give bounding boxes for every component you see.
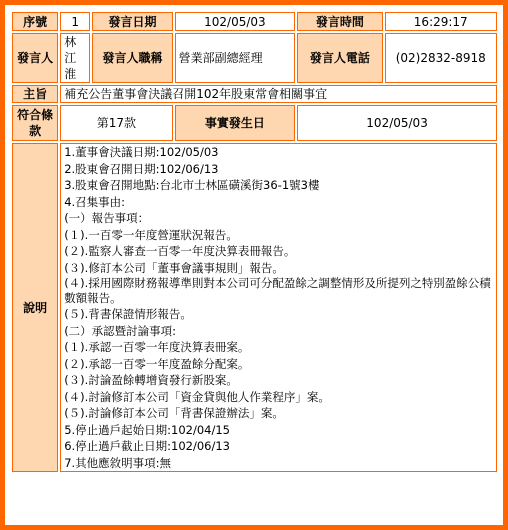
announcement-table <box>10 10 499 474</box>
description-line: 3.股東會召開地點:台北市士林區磺溪街36-1號3樓 <box>64 178 320 192</box>
subject-label: 主旨 <box>12 85 58 103</box>
speaker-phone-value: (02)2832-8918 <box>385 33 498 83</box>
time-label: 發言時間 <box>297 12 382 31</box>
description-line: (２).監察人審查一百零一年度決算表冊報告。 <box>64 244 296 258</box>
row-speaker <box>12 33 497 83</box>
speaker-label: 發言人 <box>12 33 58 83</box>
description-line: (３).修訂本公司「董事會議事規則」報告。 <box>64 260 284 275</box>
description-line: (２).承認一百零一年度盈餘分配案。 <box>64 356 250 371</box>
row-subject <box>12 85 497 103</box>
serial-label: 序號 <box>12 12 58 31</box>
description-line: (４).採用國際財務報導準則對本公司可分配盈餘之調整情形及所提列之特別盈餘公積數額報告。 <box>64 276 491 305</box>
row-date-time <box>12 12 497 31</box>
description-line: 1.董事會決議日期:102/05/03 <box>64 145 219 159</box>
time-value: 16:29:17 <box>385 12 498 31</box>
speaker-title-value: 營業部副總經理 <box>175 33 296 83</box>
row-description <box>12 143 497 472</box>
description-line: (４).討論修訂本公司「資金貸與他人作業程序」案。 <box>64 389 330 404</box>
speaker-phone-label: 發言人電話 <box>297 33 382 83</box>
subject-value: 補充公告董事會決議召開102年股東常會相關事宜 <box>60 85 497 103</box>
description-body <box>60 143 497 472</box>
description-line: (５).背書保證情形報告。 <box>64 307 192 321</box>
serial-value: 1 <box>60 12 90 31</box>
article-label: 符合條款 <box>12 105 58 141</box>
event-date-label: 事實發生日 <box>175 105 296 141</box>
description-line: 7.其他應敘明事項:無 <box>64 455 172 470</box>
description-line: 6.停止過戶截止日期:102/06/13 <box>64 439 230 453</box>
description-line: 2.股東會召開日期:102/06/13 <box>64 161 219 176</box>
description-line: (二）承認暨討論事項: <box>64 323 177 338</box>
description-line: 5.停止過戶起始日期:102/04/15 <box>64 422 230 437</box>
description-line: (１).一百零一年度營運狀況報告。 <box>64 227 238 242</box>
description-line: (一）報告事項： <box>64 211 150 225</box>
article-value: 第17款 <box>60 105 172 141</box>
speaker-title-label: 發言人職稱 <box>92 33 172 83</box>
description-line: (１).承認一百零一年度決算表冊案。 <box>64 340 250 354</box>
row-article <box>12 105 497 141</box>
date-value: 102/05/03 <box>175 12 296 31</box>
date-label: 發言日期 <box>92 12 172 31</box>
description-line: (３).討論盈餘轉增資發行新股案。 <box>64 373 238 387</box>
event-date-value: 102/05/03 <box>297 105 497 141</box>
description-line: (５).討論修訂本公司「背書保證辦法」案。 <box>64 406 284 420</box>
description-line: 4.召集事由: <box>64 194 126 209</box>
speaker-value: 林江淮 <box>60 33 90 83</box>
description-label: 說明 <box>12 143 58 472</box>
